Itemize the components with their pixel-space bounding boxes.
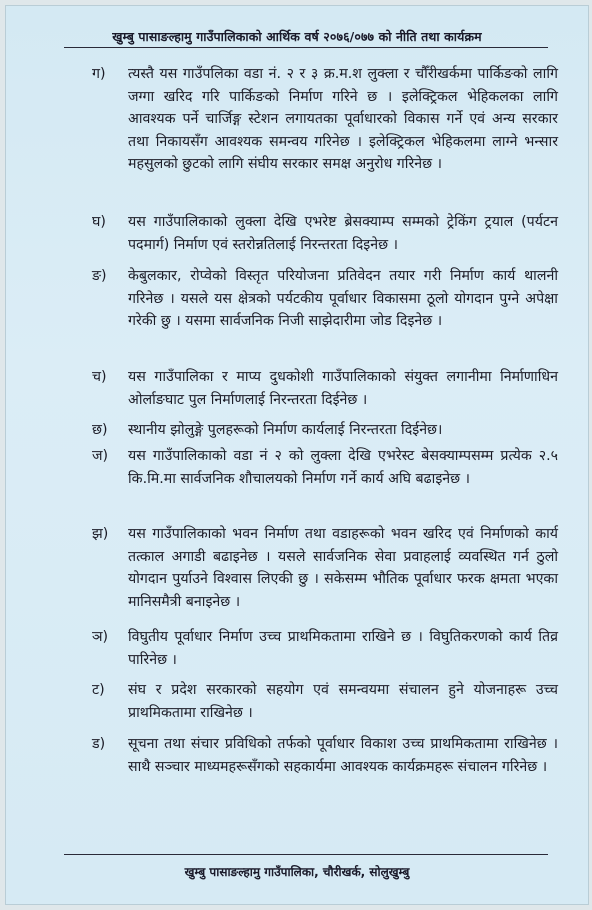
item-text: केबुलकार, रोप्वेको विस्तृत परियोजना प्रतिवेदन तयार गरी निर्माण कार्य थालनी गरिनेछ । यसले यस क्षेत्रको पर्यटकीय पूर्वाधार विकासमा ठूलो योगदान पुग्ने अपेक्षा गरेकी छु । यसमा सार्वजनिक निजी साझेदारीमा जोड दिइनेछ ।: [128, 268, 558, 330]
item-text: त्यस्तै यस गाउँपलिका वडा नं. २ र ३ क्र.म.श लुक्ला र चौँरीखर्कमा पार्किङको लागि जग्गा खरिद गरि पार्किङको निर्माण गरिने छ । इलेक्ट्रिकल भेहिकलका लागि आवश्यक पर्ने चार्जिङ्ग स्टेशन लगायतका पूर्वाधारको विकास गर्ने एवं अन्य सरकार तथा निकायसँग आवश्यक समन्वय गरिनेछ । इलेक्ट्रिकल भेहिकलमा लाग्ने भन्सार महसुलको छुटको लागि संघीय सरकार समक्ष अनुरोध गरिनेछ ।: [128, 66, 558, 173]
item-text: सूचना तथा संचार प्रविधिको तर्फको पूर्वाधार विकाश उच्च प्राथमिकतामा राखिनेछ । साथै सञ्चार माध्यमहरूसँगको सहकार्यमा आवश्यक कार्यक्रमहरू संचालन गरिनेछ ।: [128, 736, 558, 775]
item-marker: च): [92, 369, 107, 385]
item-marker: ज): [92, 448, 109, 464]
item-marker: ञ): [92, 629, 109, 645]
item-marker: ड): [92, 736, 106, 752]
page-footer: खुम्बु पासाङल्हामु गाउँपालिका, चौरीखर्क, सोलुखुम्बु: [184, 865, 410, 879]
item-text: यस गाउँपालिका र माप्य दुधकोशी गाउँपालिकाको संयुक्त लगानीमा निर्माणाधिन ओर्लाङघाट पुल निर्माणलाई निरन्तरता दिईनेछ ।: [128, 369, 558, 408]
document-page: [6, 6, 588, 904]
page-header: खुम्बु पासाङल्हामु गाउँपालिकाको आर्थिक वर्ष २०७६/०७७ को नीति तथा कार्यक्रम: [112, 29, 482, 44]
item-marker: घ): [92, 214, 106, 230]
item-marker: ट): [92, 682, 105, 698]
item-text: विघुतीय पूर्वाधार निर्माण उच्च प्राथमिकतामा राखिने छ । विघुतिकरणको कार्य तिव्र पारिनेछ ।: [128, 629, 558, 668]
item-marker: ग): [92, 66, 106, 82]
item-text: यस गाउँपालिकाको भवन निर्माण तथा वडाहरूको भवन खरिद एवं निर्माणको कार्य तत्काल अगाडी बढाइनेछ । यसले सार्वजनिक सेवा प्रवाहलाई व्यवस्थित गर्न ठुलो योगदान पुर्याउने विश्वास लिएकी छु । सकेसम्म भौतिक पूर्वाधार फरक क्षमता भएका मानिसमैत्री बनाइनेछ ।: [128, 526, 558, 610]
policy-list: [6, 6, 588, 904]
item-text: स्थानीय झोलुङ्गे पुलहरूको निर्माण कार्यलाई निरन्तरता दिईनेछ।: [128, 422, 443, 438]
footer-rule: [64, 854, 548, 855]
item-text: यस गाउँपालिकाको लुक्ला देखि एभरेष्ट ब्रेसक्याम्प सम्मको ट्रेकिंग ट्रयाल (पर्यटन पदमार्ग) निर्माण एवं स्तरोन्नतिलाई निरन्तरता दिइनेछ ।: [128, 214, 558, 253]
item-marker: छ): [92, 422, 108, 438]
item-marker: झ): [92, 526, 109, 542]
item-marker: ङ): [92, 268, 107, 284]
item-text: संघ र प्रदेश सरकारको सहयोग एवं समन्वयमा संचालन हुने योजनाहरू उच्च प्राथमिकतामा राखिनेछ ।: [128, 682, 558, 721]
item-text: यस गाउँपालिकाको वडा नं २ को लुक्ला देखि एभरेस्ट बेसक्याम्पसम्म प्रत्येक २.५ कि.मि.मा सार्वजनिक शौचालयको निर्माण गर्ने कार्य अघि बढाइनेछ ।: [128, 448, 558, 487]
